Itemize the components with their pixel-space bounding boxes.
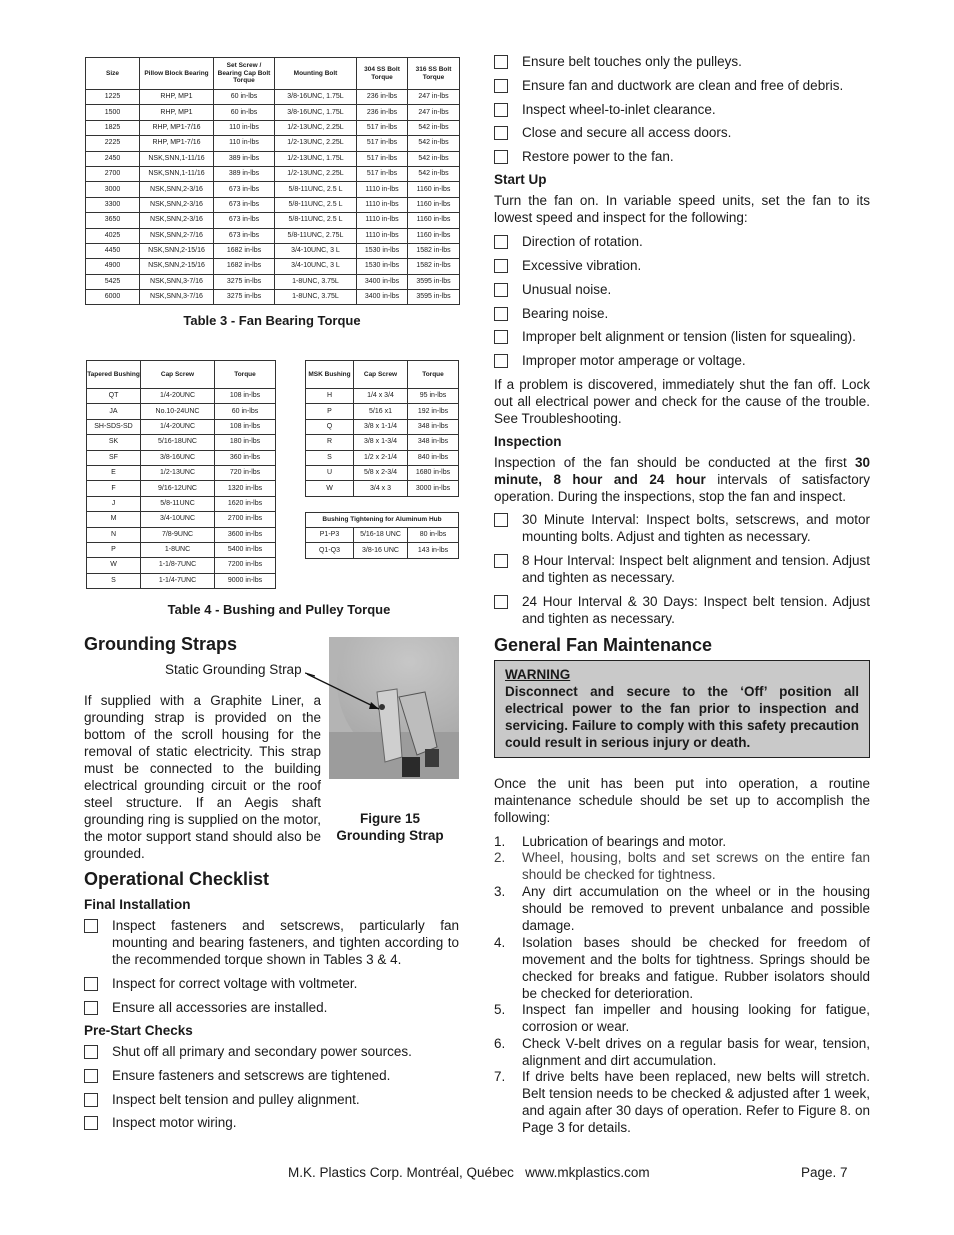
table-row bbox=[86, 290, 460, 305]
fan-bearing-torque-table bbox=[85, 57, 460, 305]
table-cell: M bbox=[87, 512, 141, 527]
table-cell: 5/8-11UNC, 2.5 L bbox=[275, 182, 357, 197]
table-cell: 192 in-lbs bbox=[408, 404, 459, 419]
table-cell: NSK,SNN,2-3/16 bbox=[140, 213, 214, 228]
table-cell: 3400 in-lbs bbox=[357, 274, 408, 289]
table-cell: W bbox=[87, 558, 141, 573]
table-cell: 4025 bbox=[86, 228, 140, 243]
list-item: 1. Lubrication of bearings and motor. bbox=[494, 834, 727, 849]
table-row bbox=[87, 542, 276, 557]
table-cell: QT bbox=[87, 389, 141, 404]
table-cell: 542 in-lbs bbox=[408, 120, 460, 135]
checkbox[interactable] bbox=[494, 79, 508, 93]
table-row bbox=[87, 389, 276, 404]
table-cell: 5/16 x1 bbox=[354, 404, 408, 419]
table-cell: 3600 in-lbs bbox=[215, 527, 276, 542]
table-cell: R bbox=[306, 435, 354, 450]
table-cell: 6000 bbox=[86, 290, 140, 305]
checklist-item: Ensure all accessories are installed. bbox=[84, 999, 459, 1016]
table-cell: 3/8-16UNC bbox=[141, 450, 215, 465]
checklist-item: Unusual noise. bbox=[494, 281, 870, 298]
list-item: 2. Wheel, housing, bolts and set screws on the entire fan should be checked for tightness. bbox=[494, 850, 870, 882]
table-cell: SK bbox=[87, 435, 141, 450]
table-cell: NSK,SNN,1-11/16 bbox=[140, 166, 214, 181]
list-item: 3. Any dirt accumulation on the wheel or in the housing should be removed to prevent unbalance and possible damage. bbox=[494, 884, 870, 933]
checkbox[interactable] bbox=[494, 595, 508, 609]
table-cell: 1160 in-lbs bbox=[408, 182, 460, 197]
checkbox[interactable] bbox=[494, 150, 508, 164]
checklist-item: Restore power to the fan. bbox=[494, 148, 870, 165]
checklist-item: Inspect for correct voltage with voltmeter. bbox=[84, 975, 459, 992]
table-cell: 1/2-13UNC bbox=[141, 465, 215, 480]
table-cell: 389 in-lbs bbox=[214, 151, 275, 166]
start-up-heading: Start Up bbox=[494, 172, 547, 187]
table-cell: 5/8-11UNC, 2.5 L bbox=[275, 213, 357, 228]
checklist-item: Inspect wheel-to-inlet clearance. bbox=[494, 101, 870, 118]
table-row bbox=[306, 543, 459, 558]
checkbox[interactable] bbox=[494, 330, 508, 344]
table-cell: 2450 bbox=[86, 151, 140, 166]
list-item: 7. If drive belts have been replaced, new belts will stretch. Belt tension needs to be checked & adjusted after 1 week, and again after 30 days of operation. Refer to Figure 8. on Page 3 for details. bbox=[494, 1069, 870, 1135]
table-cell: 1-8UNC bbox=[141, 542, 215, 557]
table-cell: NSK,SNN,3-7/16 bbox=[140, 290, 214, 305]
checkbox[interactable] bbox=[84, 977, 98, 991]
table-cell: 1160 in-lbs bbox=[408, 228, 460, 243]
checkbox[interactable] bbox=[84, 1069, 98, 1083]
checkbox[interactable] bbox=[494, 283, 508, 297]
checklist-item: Direction of rotation. bbox=[494, 233, 870, 250]
column-header: Tapered Bushing bbox=[87, 361, 141, 389]
final-installation-heading: Final Installation bbox=[84, 897, 191, 912]
table-cell: RHP, MP1-7/16 bbox=[140, 136, 214, 151]
checklist-item: Inspect fasteners and setscrews, particularly fan mounting and bearing fasteners, and tighten according to the recommended torque shown in Tables 3 & 4. bbox=[84, 917, 459, 968]
checklist-item: Ensure fasteners and setscrews are tightened. bbox=[84, 1067, 459, 1084]
table-cell: 3650 bbox=[86, 213, 140, 228]
column-header: Cap Screw bbox=[141, 361, 215, 389]
column-header: Cap Screw bbox=[354, 361, 408, 389]
table-cell: JA bbox=[87, 404, 141, 419]
table-row bbox=[86, 105, 460, 120]
table-row bbox=[87, 419, 276, 434]
table-cell: SF bbox=[87, 450, 141, 465]
checkbox[interactable] bbox=[84, 1001, 98, 1015]
table-cell: 247 in-lbs bbox=[408, 105, 460, 120]
table-cell: 3/4 x 3 bbox=[354, 481, 408, 496]
table-cell: 1160 in-lbs bbox=[408, 213, 460, 228]
grounding-body: If supplied with a Graphite Liner, a grounding strap is provided on the bottom of the scroll housing for the removal of static electricity. This strap must be connected to the building electrical grounding circuit or the roof steel structure. If an Aegis shaft grounding ring is supplied on the motor, the motor support stand should also be grounded. bbox=[84, 693, 321, 861]
checklist-item: Shut off all primary and secondary power sources. bbox=[84, 1043, 459, 1060]
static-grounding-strap-label: Static Grounding Strap bbox=[165, 662, 302, 677]
figure-number: Figure 15 bbox=[359, 811, 421, 826]
table-row bbox=[87, 558, 276, 573]
column-header: Pillow Block Bearing bbox=[140, 58, 214, 90]
aluminum-hub-table bbox=[305, 512, 459, 559]
table-cell: SH-SDS-SD bbox=[87, 419, 141, 434]
table-cell: 673 in-lbs bbox=[214, 228, 275, 243]
column-header: Set Screw / Bearing Cap Bolt Torque bbox=[214, 58, 275, 90]
problem-paragraph: If a problem is discovered, immediately shut the fan off. Lock out all electrical power and check for the cause of the trouble. See Troubleshooting. bbox=[494, 377, 870, 426]
table-row bbox=[306, 419, 459, 434]
table-cell: 1680 in-lbs bbox=[408, 465, 459, 480]
checkbox[interactable] bbox=[494, 307, 508, 321]
table-row bbox=[86, 136, 460, 151]
table-cell: 5425 bbox=[86, 274, 140, 289]
table-cell: 4450 bbox=[86, 243, 140, 258]
table-row bbox=[306, 481, 459, 496]
operational-checklist-heading: Operational Checklist bbox=[84, 869, 270, 889]
checklist-item: Improper belt alignment or tension (listen for squealing). bbox=[494, 328, 870, 345]
table-cell: RHP, MP1 bbox=[140, 105, 214, 120]
warning-text: Disconnect and secure to the ‘Off’ position all electrical power to the fan prior to inspection and servicing. Failure to comply with this safety precaution could result in serious injury or death. bbox=[505, 684, 859, 750]
table-cell: 5/8 x 2-3/4 bbox=[354, 465, 408, 480]
list-item: 6. Check V-belt drives on a regular basis for wear, tension, alignment and dirt accumulation. bbox=[494, 1036, 870, 1068]
table-cell: 1320 in-lbs bbox=[215, 481, 276, 496]
table-row bbox=[87, 481, 276, 496]
table-cell: 389 in-lbs bbox=[214, 166, 275, 181]
table-cell: 1110 in-lbs bbox=[357, 197, 408, 212]
table-cell: 517 in-lbs bbox=[357, 151, 408, 166]
table-cell: 348 in-lbs bbox=[408, 419, 459, 434]
table-cell: 673 in-lbs bbox=[214, 213, 275, 228]
column-header: 316 SS Bolt Torque bbox=[408, 58, 460, 90]
warning-box bbox=[494, 660, 870, 758]
checkbox[interactable] bbox=[494, 55, 508, 69]
table-cell: 3/8 x 1-3/4 bbox=[354, 435, 408, 450]
table-cell: 2700 in-lbs bbox=[215, 512, 276, 527]
table-cell: 5/16-18UNC bbox=[141, 435, 215, 450]
table-row bbox=[87, 465, 276, 480]
table-cell: 1-8UNC, 3.75L bbox=[275, 274, 357, 289]
table-row bbox=[87, 404, 276, 419]
table-cell: 3300 bbox=[86, 197, 140, 212]
callout-arrow bbox=[305, 670, 315, 680]
table-row bbox=[86, 90, 460, 105]
table-cell: 3595 in-lbs bbox=[408, 290, 460, 305]
table-cell: P bbox=[306, 404, 354, 419]
checklist-item: Close and secure all access doors. bbox=[494, 124, 870, 141]
table-cell: J bbox=[87, 496, 141, 511]
table-row bbox=[87, 450, 276, 465]
table-cell: 60 in-lbs bbox=[215, 404, 276, 419]
table-row bbox=[86, 182, 460, 197]
table-cell: RHP, MP1 bbox=[140, 90, 214, 105]
table-cell: 1682 in-lbs bbox=[214, 259, 275, 274]
table-row bbox=[86, 259, 460, 274]
column-header: Mounting Bolt bbox=[275, 58, 357, 90]
grounding-straps-heading: Grounding Straps bbox=[84, 634, 237, 654]
table-cell: 5400 in-lbs bbox=[215, 542, 276, 557]
table-row bbox=[306, 450, 459, 465]
table-cell: NSK,SNN,3-7/16 bbox=[140, 274, 214, 289]
table-cell: 348 in-lbs bbox=[408, 435, 459, 450]
table-cell: 60 in-lbs bbox=[214, 105, 275, 120]
table-cell: NSK,SNN,2-7/16 bbox=[140, 228, 214, 243]
table-cell: NSK,SNN,2-3/16 bbox=[140, 182, 214, 197]
msk-bushing-table bbox=[305, 360, 459, 497]
table-cell: S bbox=[87, 573, 141, 588]
table-cell: 2225 bbox=[86, 136, 140, 151]
table-cell: 1530 in-lbs bbox=[357, 243, 408, 258]
table-cell: 236 in-lbs bbox=[357, 105, 408, 120]
table-cell: 9/16-12UNC bbox=[141, 481, 215, 496]
table-cell: 3/4-10UNC, 3 L bbox=[275, 259, 357, 274]
table-cell: 3/4-10UNC bbox=[141, 512, 215, 527]
table-cell: P bbox=[87, 542, 141, 557]
table-cell: 542 in-lbs bbox=[408, 151, 460, 166]
table-cell: 1825 bbox=[86, 120, 140, 135]
checkbox[interactable] bbox=[494, 354, 508, 368]
grounding-strap-photo bbox=[307, 637, 459, 779]
column-header: Size bbox=[86, 58, 140, 90]
list-item: 4. Isolation bases should be checked for freedom of movement and the bolts for tightness. Springs should be checked for breaks and fatigue. Rubber isolators should be checked for deterioration. bbox=[494, 935, 870, 1001]
checklist-item: 8 Hour Interval: Inspect belt alignment and tension. Adjust and tighten as necessary. bbox=[494, 552, 870, 586]
table-row bbox=[87, 573, 276, 588]
table-cell: 840 in-lbs bbox=[408, 450, 459, 465]
inspection-heading: Inspection bbox=[494, 434, 562, 449]
checkbox[interactable] bbox=[494, 259, 508, 273]
table-cell: 1-1/4-7UNC bbox=[141, 573, 215, 588]
checklist-item: Ensure belt touches only the pulleys. bbox=[494, 53, 870, 70]
table-cell: 1110 in-lbs bbox=[357, 182, 408, 197]
table-cell: 360 in-lbs bbox=[215, 450, 276, 465]
table-cell: 2700 bbox=[86, 166, 140, 181]
table-cell: 1682 in-lbs bbox=[214, 243, 275, 258]
table-row bbox=[86, 166, 460, 181]
column-header: Torque bbox=[408, 361, 459, 389]
start-up-intro: Turn the fan on. In variable speed units, set the fan to its lowest speed and inspect for the following: bbox=[494, 193, 870, 225]
general-fan-maintenance-heading: General Fan Maintenance bbox=[494, 635, 713, 655]
table-row bbox=[86, 228, 460, 243]
table-cell: Q1-Q3 bbox=[306, 543, 354, 558]
table-cell: 1530 in-lbs bbox=[357, 259, 408, 274]
table-cell: U bbox=[306, 465, 354, 480]
column-header: 304 SS Bolt Torque bbox=[357, 58, 408, 90]
table-row bbox=[86, 197, 460, 212]
table-cell: 4900 bbox=[86, 259, 140, 274]
checklist-item: Inspect belt tension and pulley alignment. bbox=[84, 1091, 459, 1108]
table-cell: 517 in-lbs bbox=[357, 136, 408, 151]
table-cell: 1/4-20UNC bbox=[141, 419, 215, 434]
checklist-item: Excessive vibration. bbox=[494, 257, 870, 274]
column-header: Torque bbox=[215, 361, 276, 389]
table-cell: 1582 in-lbs bbox=[408, 243, 460, 258]
table-cell: 673 in-lbs bbox=[214, 182, 275, 197]
checkbox[interactable] bbox=[494, 513, 508, 527]
table-cell: 1/2 x 2-1/4 bbox=[354, 450, 408, 465]
table-cell: 9000 in-lbs bbox=[215, 573, 276, 588]
figure-caption bbox=[329, 810, 451, 844]
inspection-intro: Inspection of the fan should be conducted at the first 30 minute, 8 hour and 24 hour intervals of satisfactory operation. During the inspections, stop the fan and inspect. bbox=[494, 455, 870, 504]
table-cell: 180 in-lbs bbox=[215, 435, 276, 450]
table-cell: 3000 bbox=[86, 182, 140, 197]
checkbox[interactable] bbox=[494, 126, 508, 140]
table-cell: 517 in-lbs bbox=[357, 166, 408, 181]
column-header: MSK Bushing bbox=[306, 361, 354, 389]
table-cell: 1620 in-lbs bbox=[215, 496, 276, 511]
table-cell: S bbox=[306, 450, 354, 465]
table-cell: 1225 bbox=[86, 90, 140, 105]
table-cell: NSK,SNN,2-15/16 bbox=[140, 243, 214, 258]
table-cell: 1/2-13UNC, 1.75L bbox=[275, 151, 357, 166]
table-cell: 3/8-16 UNC bbox=[354, 543, 408, 558]
table-cell: NSK,SNN,2-15/16 bbox=[140, 259, 214, 274]
table-row bbox=[86, 213, 460, 228]
table-cell: 1110 in-lbs bbox=[357, 213, 408, 228]
table-cell: 5/16-18 UNC bbox=[354, 528, 408, 543]
table-row bbox=[306, 528, 459, 543]
table-cell: 7/8-9UNC bbox=[141, 527, 215, 542]
checklist-item: Inspect motor wiring. bbox=[84, 1114, 459, 1131]
table4-caption: Table 4 - Bushing and Pulley Torque bbox=[167, 602, 391, 617]
table-cell: 1/2-13UNC, 2.25L bbox=[275, 120, 357, 135]
table-row bbox=[87, 527, 276, 542]
table-cell: 3/4-10UNC, 3 L bbox=[275, 243, 357, 258]
table-row bbox=[86, 120, 460, 135]
table-cell: 542 in-lbs bbox=[408, 166, 460, 181]
table-row bbox=[86, 151, 460, 166]
checkbox[interactable] bbox=[494, 235, 508, 249]
table-cell: 3/8 x 1-1/4 bbox=[354, 419, 408, 434]
table-cell: RHP, MP1-7/16 bbox=[140, 120, 214, 135]
table-cell: P1-P3 bbox=[306, 528, 354, 543]
table-cell: 108 in-lbs bbox=[215, 419, 276, 434]
table-cell: NSK,SNN,2-3/16 bbox=[140, 197, 214, 212]
table-cell: 3/8-16UNC, 1.75L bbox=[275, 90, 357, 105]
table-cell: 247 in-lbs bbox=[408, 90, 460, 105]
table-row bbox=[306, 435, 459, 450]
warning-title: WARNING bbox=[505, 667, 571, 682]
tapered-bushing-table bbox=[86, 360, 276, 589]
table-cell: 1/2-13UNC, 2.25L bbox=[275, 136, 357, 151]
table-cell: 720 in-lbs bbox=[215, 465, 276, 480]
table-cell: 1-8UNC, 3.75L bbox=[275, 290, 357, 305]
table-cell: 1110 in-lbs bbox=[357, 228, 408, 243]
table-cell: 1/4 x 3/4 bbox=[354, 389, 408, 404]
table-row bbox=[87, 496, 276, 511]
table-row bbox=[306, 404, 459, 419]
table-cell: 5/8-11UNC bbox=[141, 496, 215, 511]
table-cell: 1160 in-lbs bbox=[408, 197, 460, 212]
table-row bbox=[87, 512, 276, 527]
table-cell: 7200 in-lbs bbox=[215, 558, 276, 573]
checklist-item: Bearing noise. bbox=[494, 305, 870, 322]
table-cell: 236 in-lbs bbox=[357, 90, 408, 105]
table-cell: 80 in-lbs bbox=[408, 528, 459, 543]
checkbox[interactable] bbox=[84, 919, 98, 933]
checklist-item: 24 Hour Interval & 30 Days: Inspect belt tension. Adjust and tighten as necessary. bbox=[494, 593, 870, 627]
table-cell: 542 in-lbs bbox=[408, 136, 460, 151]
table-cell: 1/2-13UNC, 2.25L bbox=[275, 166, 357, 181]
table-cell: N bbox=[87, 527, 141, 542]
table-cell: 95 in-lbs bbox=[408, 389, 459, 404]
table-cell: NSK,SNN,1-11/16 bbox=[140, 151, 214, 166]
table-cell: Q bbox=[306, 419, 354, 434]
table-cell: 3/8-16UNC, 1.75L bbox=[275, 105, 357, 120]
table-cell: 517 in-lbs bbox=[357, 120, 408, 135]
table-cell: 1/4-20UNC bbox=[141, 389, 215, 404]
table-row bbox=[86, 274, 460, 289]
table-row bbox=[306, 465, 459, 480]
table-cell: 3275 in-lbs bbox=[214, 274, 275, 289]
checkbox[interactable] bbox=[84, 1045, 98, 1059]
table-cell: F bbox=[87, 481, 141, 496]
table-cell: 1-1/8-7UNC bbox=[141, 558, 215, 573]
table-cell: 3400 in-lbs bbox=[357, 290, 408, 305]
table-row bbox=[306, 389, 459, 404]
table-cell: 3595 in-lbs bbox=[408, 274, 460, 289]
table-cell: 673 in-lbs bbox=[214, 197, 275, 212]
figure-title: Grounding Strap bbox=[336, 828, 444, 843]
table-cell: 1582 in-lbs bbox=[408, 259, 460, 274]
table-cell: W bbox=[306, 481, 354, 496]
table-cell: E bbox=[87, 465, 141, 480]
table-cell: 5/8-11UNC, 2.5 L bbox=[275, 197, 357, 212]
checkbox[interactable] bbox=[494, 554, 508, 568]
table-row bbox=[86, 243, 460, 258]
table-cell: 3000 in-lbs bbox=[408, 481, 459, 496]
maintenance-intro: Once the unit has been put into operation, a routine maintenance schedule should be set up to accomplish the following: bbox=[494, 776, 870, 825]
table-cell: H bbox=[306, 389, 354, 404]
checkbox[interactable] bbox=[494, 103, 508, 117]
pre-start-checks-heading: Pre-Start Checks bbox=[84, 1023, 193, 1038]
footer-company: M.K. Plastics Corp. Montréal, Québec www.mkplastics.com bbox=[288, 1165, 650, 1180]
table3-caption: Table 3 - Fan Bearing Torque bbox=[183, 313, 361, 328]
table-cell: 1500 bbox=[86, 105, 140, 120]
table-cell: 110 in-lbs bbox=[214, 136, 275, 151]
checklist-item: Ensure fan and ductwork are clean and free of debris. bbox=[494, 77, 870, 94]
table-cell: No.10-24UNC bbox=[141, 404, 215, 419]
checkbox[interactable] bbox=[84, 1093, 98, 1107]
table-cell: 3275 in-lbs bbox=[214, 290, 275, 305]
footer-page-number: Page. 7 bbox=[801, 1165, 848, 1180]
list-item: 5. Inspect fan impeller and housing looking for fatigue, corrosion or wear. bbox=[494, 1002, 870, 1034]
aluminum-hub-title: Bushing Tightening for Aluminum Hub bbox=[306, 513, 459, 528]
table-cell: 108 in-lbs bbox=[215, 389, 276, 404]
table-cell: 143 in-lbs bbox=[408, 543, 459, 558]
table-row bbox=[87, 435, 276, 450]
table-cell: 5/8-11UNC, 2.75L bbox=[275, 228, 357, 243]
checkbox[interactable] bbox=[84, 1116, 98, 1130]
checklist-item: 30 Minute Interval: Inspect bolts, setscrews, and motor mounting bolts. Adjust and tighten as necessary. bbox=[494, 511, 870, 545]
checklist-item: Improper motor amperage or voltage. bbox=[494, 352, 870, 369]
table-cell: 60 in-lbs bbox=[214, 90, 275, 105]
table-cell: 110 in-lbs bbox=[214, 120, 275, 135]
